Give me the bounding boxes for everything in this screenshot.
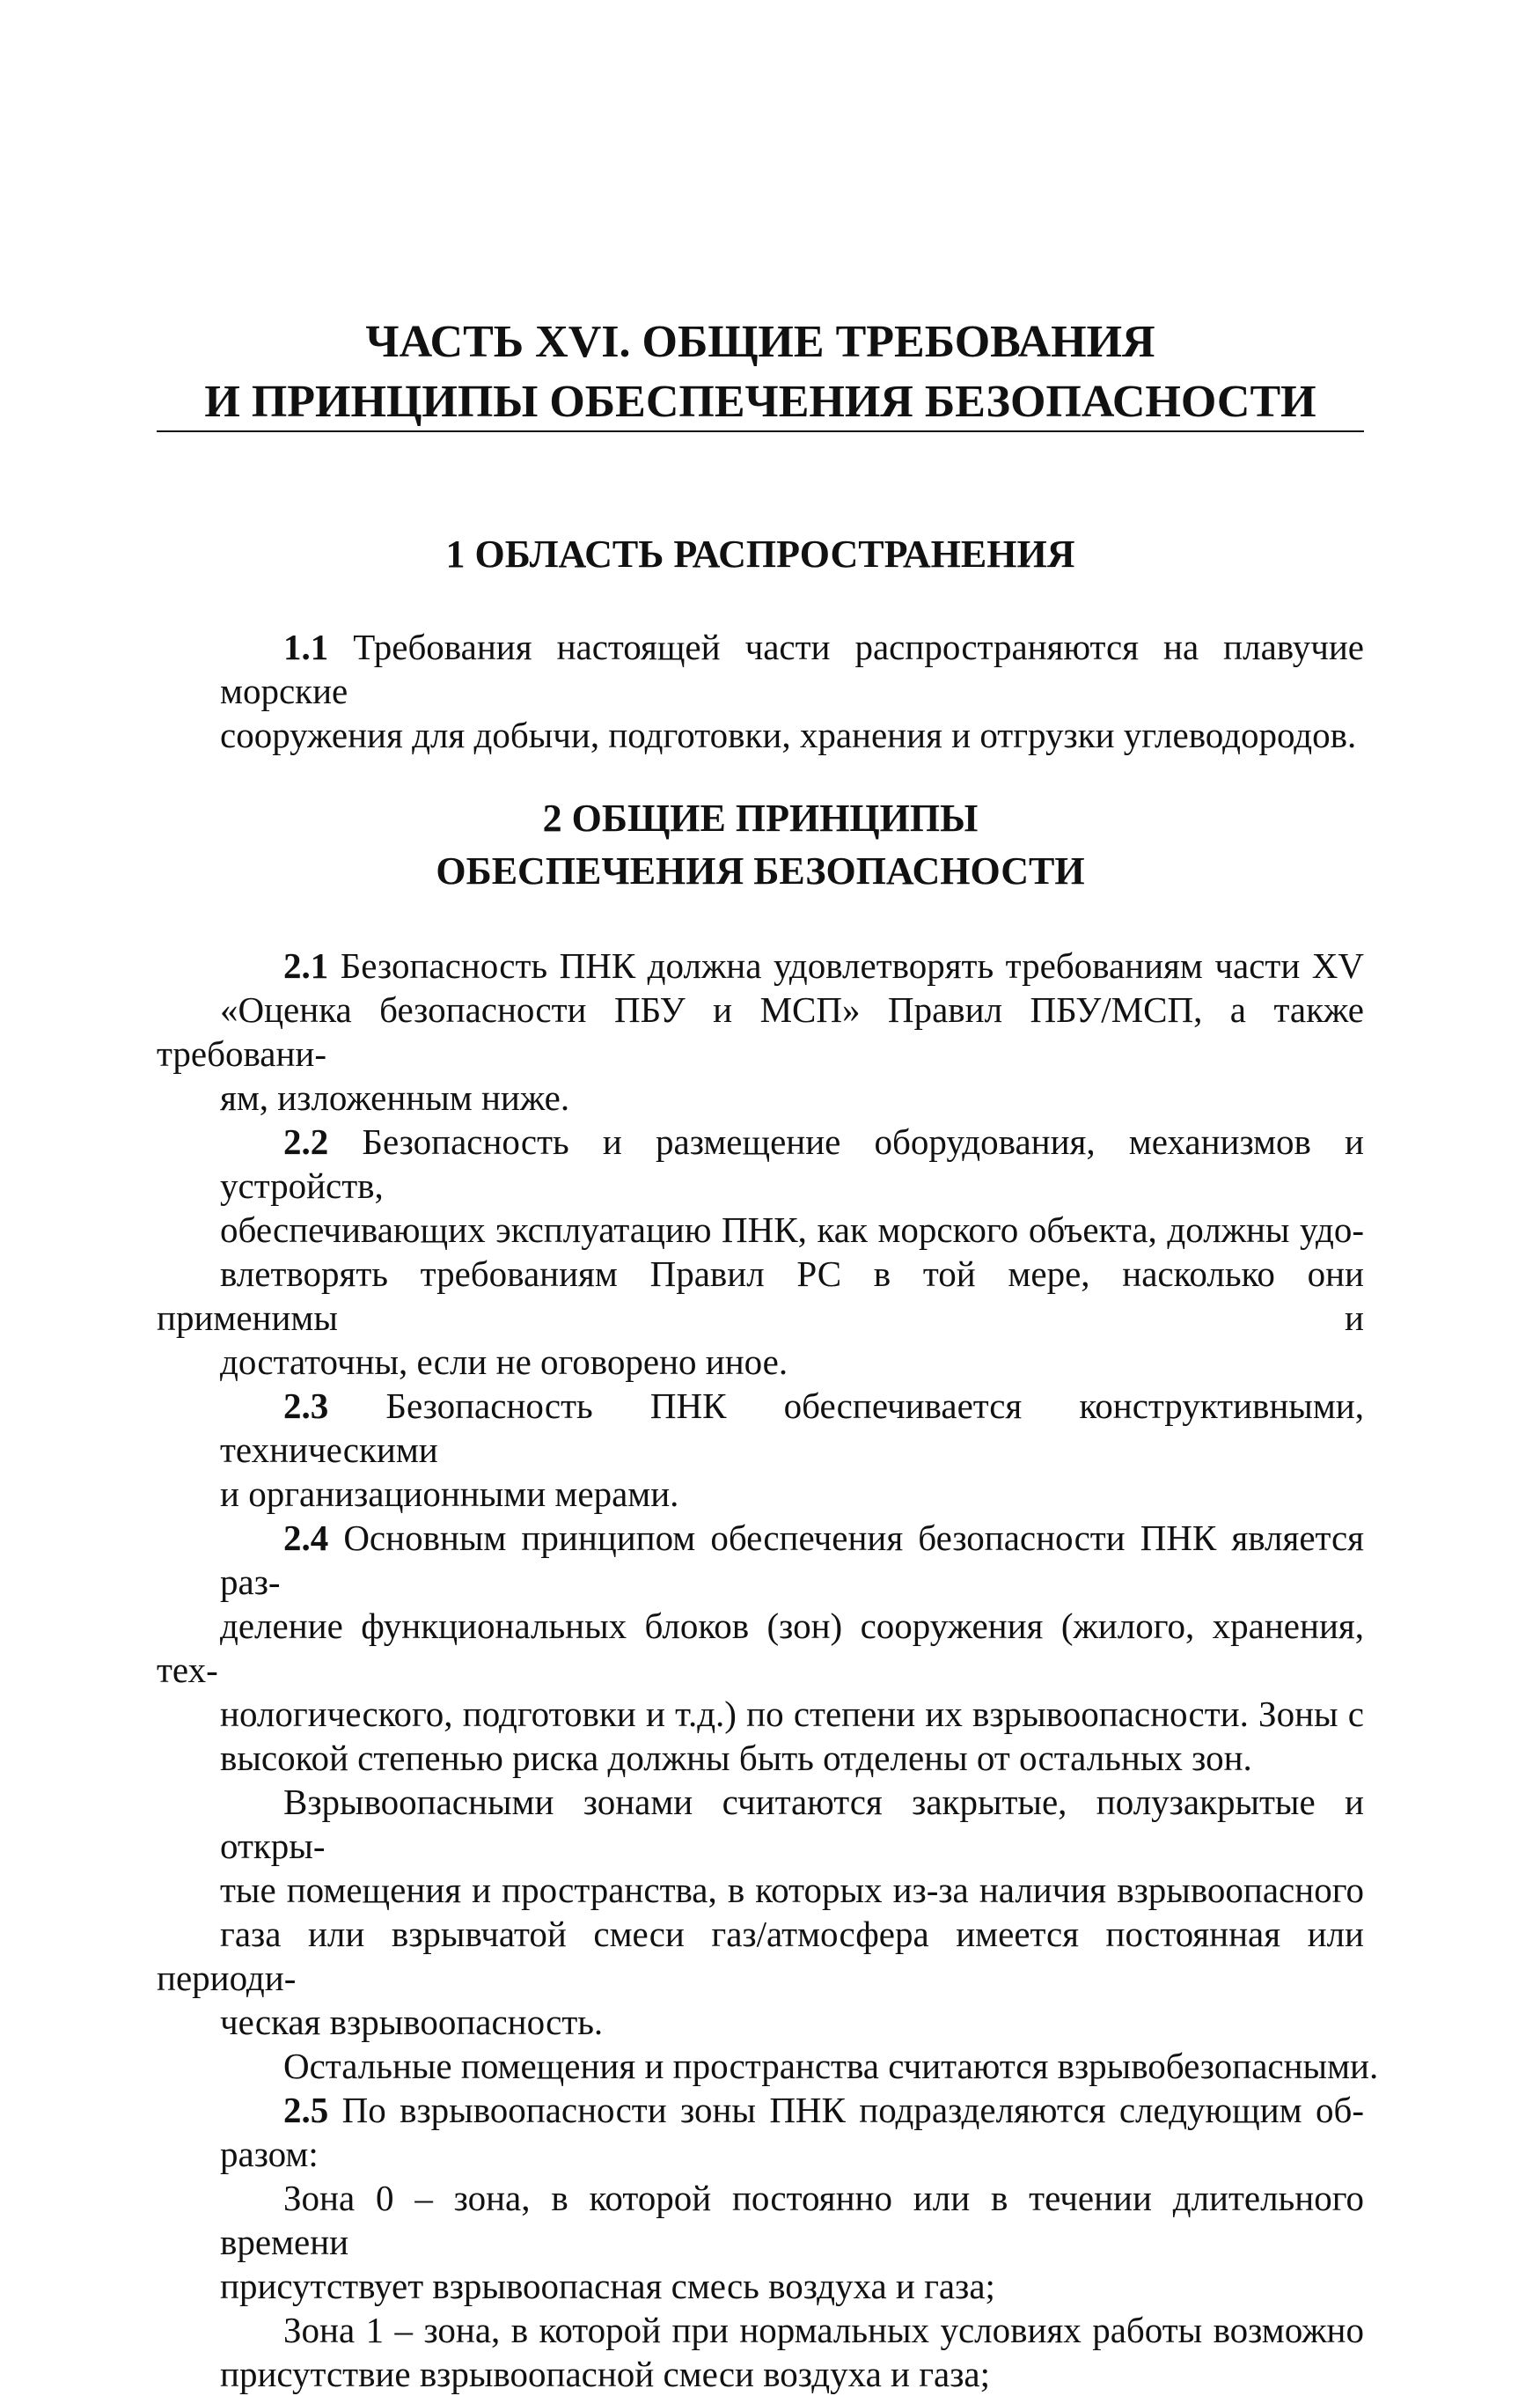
paragraph-line: высокой степенью риска должны быть отделены от остальных зон. [220,1738,1252,1778]
paragraph-line: 2.5 По взрывоопасности зоны ПНК подразделяются следующим об- [283,2090,1364,2130]
paragraph-line: 2.4 Основным принципом обеспечения безопасности ПНК является раз- [220,1518,1364,1602]
paragraph-line: разом: [220,2134,319,2174]
part-title-underline [157,430,1364,432]
paragraph-line: 1.1 Требования настоящей части распространяются на плавучие морские [220,627,1364,711]
section-1-title: 1 ОБЛАСТЬ РАСПРОСТРАНЕНИЯ [445,533,1075,576]
paragraph-line: ям, изложенным ниже. [220,1077,570,1118]
section-2-title: 2 ОБЩИЕ ПРИНЦИПЫ ОБЕСПЕЧЕНИЯ БЕЗОПАСНОСТИ [436,797,1085,893]
paragraph-line: Остальные помещения и пространства считаются взрывобезопасными. [283,2046,1379,2086]
paragraph-1-1 [157,625,1364,757]
paragraph-line: 2.2 Безопасность и размещение оборудования, механизмов и устройств, [220,1121,1364,1206]
section-2-body [157,944,1379,2396]
paragraph-line: Зона 0 – зона, в которой постоянно или в течении длительного времени [220,2178,1364,2262]
paragraph-2-1 [157,944,1364,1120]
section-1-body [157,625,1364,757]
paragraph-explosive-zones [157,1780,1364,2044]
paragraph-line: присутствует взрывоопасная смесь воздуха и газа; [220,2266,995,2306]
paragraph-2-5 [157,2088,1364,2176]
paragraph-safe-zones [157,2044,1379,2088]
part-title [157,312,1364,432]
paragraph-zone-1 [157,2308,1364,2396]
paragraph-zone-0 [157,2176,1364,2308]
paragraph-line: газа или взрывчатой смеси газ/атмосфера имеется постоянная или периоди- [157,1914,1364,1998]
paragraph-line: «Оценка безопасности ПБУ и МСП» Правил ПБУ/МСП, а также требовани- [157,989,1364,1074]
paragraph-line: достаточны, если не оговорено иное. [220,1341,788,1382]
paragraph-line: деление функциональных блоков (зон) сооружения (жилого, хранения, тех- [157,1606,1364,1690]
paragraph-line: 2.1 Безопасность ПНК должна удовлетворять требованиям части XV [283,945,1364,986]
paragraph-line: сооружения для добычи, подготовки, хранения и отгрузки углеводородов. [220,715,1357,755]
paragraph-line: обеспечивающих эксплуатацию ПНК, как морского объекта, должны удо- [220,1209,1364,1250]
paragraph-2-3 [157,1384,1364,1516]
paragraph-line: тые помещения и пространства, в которых из-за наличия взрывоопасного [220,1870,1364,1910]
part-title-line-2: И ПРИНЦИПЫ ОБЕСПЕЧЕНИЯ БЕЗОПАСНОСТИ [204,377,1316,427]
paragraph-line: 2.3 Безопасность ПНК обеспечивается конструктивными, техническими [220,1385,1364,1470]
paragraph-2-4 [157,1516,1364,1780]
paragraph-line: влетворять требованиям Правил РС в той мере, насколько они применимы и [157,1253,1364,1338]
paragraph-line: Взрывоопасными зонами считаются закрытые, полузакрытые и откры- [220,1782,1364,1866]
paragraph-line: ческая взрывоопасность. [220,2002,604,2042]
paragraph-line: и организационными мерами. [220,1474,679,1514]
paragraph-line: Зона 1 – зона, в которой при нормальных условиях работы возможно [283,2310,1364,2350]
paragraph-2-2 [157,1120,1364,1384]
paragraph-line: нологического, подготовки и т.д.) по степени их взрывоопасности. Зоны с [220,1694,1364,1734]
paragraph-line: присутствие взрывоопасной смеси воздуха и газа; [220,2354,991,2394]
part-title-line-1: ЧАСТЬ XVI. ОБЩИЕ ТРЕБОВАНИЯ [365,317,1155,367]
